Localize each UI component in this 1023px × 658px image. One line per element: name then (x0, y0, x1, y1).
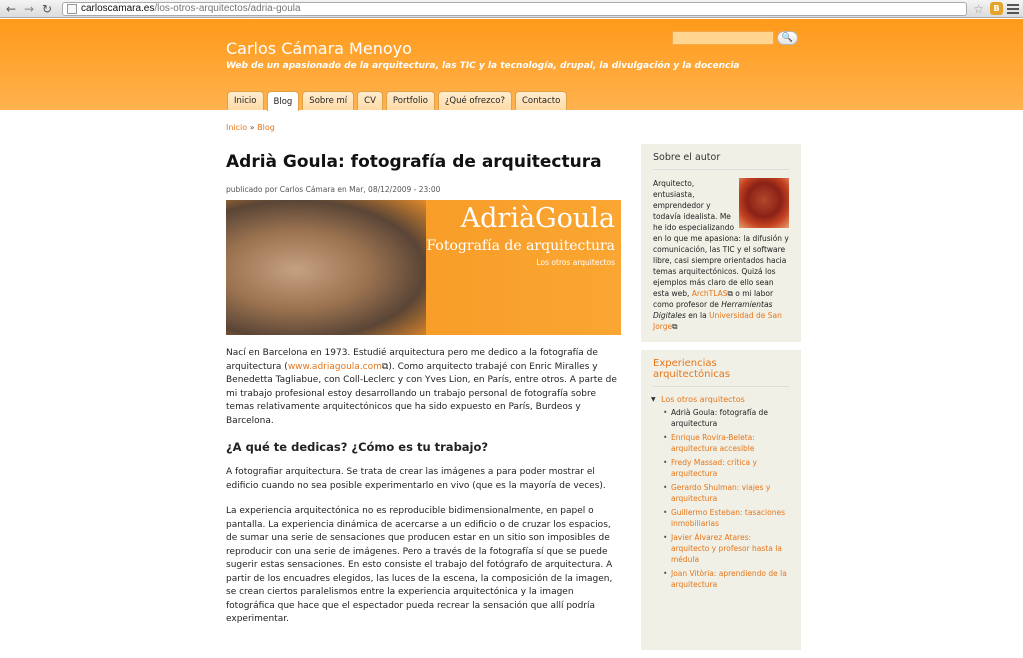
primary-nav (227, 91, 570, 111)
article-banner (226, 200, 621, 335)
site-header (0, 19, 1023, 110)
paragraph-text: Nací en Barcelona en 1973. Estudié arquitectura pero me dedico a la fotografía de arquitectura ( (226, 348, 598, 372)
address-bar[interactable] (62, 2, 967, 16)
browser-toolbar (0, 0, 1023, 18)
section-heading: ¿A qué te dedicas? ¿Cómo es tu trabajo? (226, 440, 489, 454)
external-link-icon: ⧉ (672, 322, 678, 331)
breadcrumb-home[interactable]: Inicio (226, 123, 248, 132)
paragraph-2: A fotografiar arquitectura. Se trata de crear las imágenes a para poder mostrar el edificio cuando no sea posible experimentarlo en vivo (que es la mayoría de veces). (226, 467, 606, 491)
tree-item[interactable]: • Adrià Goula: fotografía de arquitectura (671, 407, 789, 429)
search-input[interactable] (672, 31, 774, 45)
tab-cv[interactable]: CV (357, 91, 383, 110)
tree-item[interactable]: • Gerardo Shulman: viajes y arquitectura (671, 482, 789, 504)
tab-inicio[interactable]: Inicio (227, 91, 264, 110)
experiences-title[interactable]: Experiencias arquitectónicas (653, 358, 789, 387)
back-icon[interactable]: ← (5, 1, 17, 16)
paragraph-text: ). Como arquitecto trabajé con Enric Miralles y Benedetta Tagliabue, con Coll-Leclerc y con Yves Lion, en París, entre otros. A parte de mi trabajo profesional estoy desarrollando un trabajo personal de fotografía sobre temas relativamente arquitectónicos que ha sido expuesto en París, Burdeos y Barcelona. (226, 361, 617, 426)
author-block-title: Sobre el autor (653, 152, 789, 170)
site-title[interactable]: Carlos Cámara Menoyo (226, 39, 412, 58)
tree-root-item[interactable]: ▼ Los otros arquitectos (661, 395, 789, 404)
tree-item[interactable]: • Guillermo Esteban: tasaciones inmobiliarias (671, 507, 789, 529)
submitted-info: publicado por Carlos Cámara en Mar, 08/12/2009 - 23:00 (226, 185, 441, 194)
tab-que-ofrezco[interactable]: ¿Qué ofrezco? (438, 91, 512, 110)
url-path: /los-otros-arquitectos/adria-goula (154, 3, 301, 14)
wrench-menu-icon[interactable] (1007, 3, 1019, 15)
site-slogan: Web de un apasionado de la arquitectura, las TIC y la tecnología, drupal, la divulgación y la docencia (226, 61, 740, 71)
adriagoula-link[interactable]: www.adriagoula.com (287, 361, 382, 372)
course-name: Herramientas Digitales (653, 300, 773, 320)
author-photo (739, 178, 789, 228)
tree-item[interactable]: • Joan Vitòria: aprendiendo de la arquitectura (671, 568, 789, 590)
portrait-image (226, 200, 426, 335)
tree-item[interactable]: • Enrique Rovira-Beleta: arquitectura accesible (671, 432, 789, 454)
breadcrumb-blog[interactable]: Blog (257, 123, 275, 132)
page-title: Adrià Goula: fotografía de arquitectura (226, 152, 602, 172)
external-link-icon: ⧉ (381, 361, 389, 372)
usj-link[interactable]: Universidad de San Jorge (653, 311, 782, 331)
author-block (641, 144, 801, 342)
reload-icon[interactable]: ↻ (41, 1, 53, 16)
tab-sobre-mi[interactable]: Sobre mí (302, 91, 354, 110)
breadcrumb-separator: » (247, 123, 258, 132)
search-icon: 🔍 (781, 33, 794, 43)
experiences-block (641, 350, 801, 650)
main-content (226, 152, 621, 627)
search-button[interactable] (777, 31, 798, 45)
external-link-icon: ⧉ (727, 289, 733, 298)
bookmark-star-icon[interactable]: ☆ (973, 1, 984, 16)
author-text: Arquitecto, entusiasta, emprendedor y todavía idealista. Me he ido especializando en lo que me apasiona: la difusión y comunicación, las TIC y el software libre, casi siempre orientados hacia temas arquitectónicos. Quizá los ejemplos más claro de ello sean esta web, (653, 179, 789, 298)
tree-item[interactable]: • Fredy Massad: crítica y arquitectura (671, 457, 789, 479)
author-text: o mi labor como profesor de (653, 289, 774, 309)
extension-icon[interactable]: B (990, 2, 1003, 15)
page-icon (67, 4, 77, 14)
breadcrumb (226, 123, 275, 132)
paragraph-intro (226, 347, 621, 428)
url-host: carloscamara.es (81, 3, 155, 14)
author-text: en la (685, 311, 710, 320)
tree-item[interactable]: • Javier Álvarez Atares: arquitecto y profesor hasta la médula (671, 532, 789, 565)
tab-blog[interactable]: Blog (267, 91, 300, 111)
forward-icon[interactable]: → (23, 1, 35, 16)
sidebar (641, 144, 801, 658)
tab-contacto[interactable]: Contacto (515, 91, 567, 110)
archtlas-link[interactable]: ArchTLAS (691, 289, 728, 298)
banner-series: Los otros arquitectos (536, 258, 615, 267)
banner-subtitle: Fotografía de arquitectura (426, 238, 615, 254)
paragraph-3: La experiencia arquitectónica no es reproducible bidimensionalmente, en papel o pantalla. La experiencia dinámica de acercarse a un edificio o de cruzar los espacios, de sumar una serie de sensaciones que producen estar en un sitio son imposibles de reproducir con una serie de imágenes. Pero a través de la fotografía sí que se puede sugerir estas sensaciones. En esto consiste el trabajo del fotógrafo de arquitectura. A partir de los encuadres elegidos, las luces de la escena, la composición de la imagen, se crean ciertos paralelismos entre la experiencia arquitectónica y la imagen fotográfica que hace que el espectador pueda recrear la sensación que allí podría experimentar. (226, 506, 613, 624)
banner-name: AdriàGoula (460, 203, 615, 234)
tab-portfolio[interactable]: Portfolio (386, 91, 435, 110)
